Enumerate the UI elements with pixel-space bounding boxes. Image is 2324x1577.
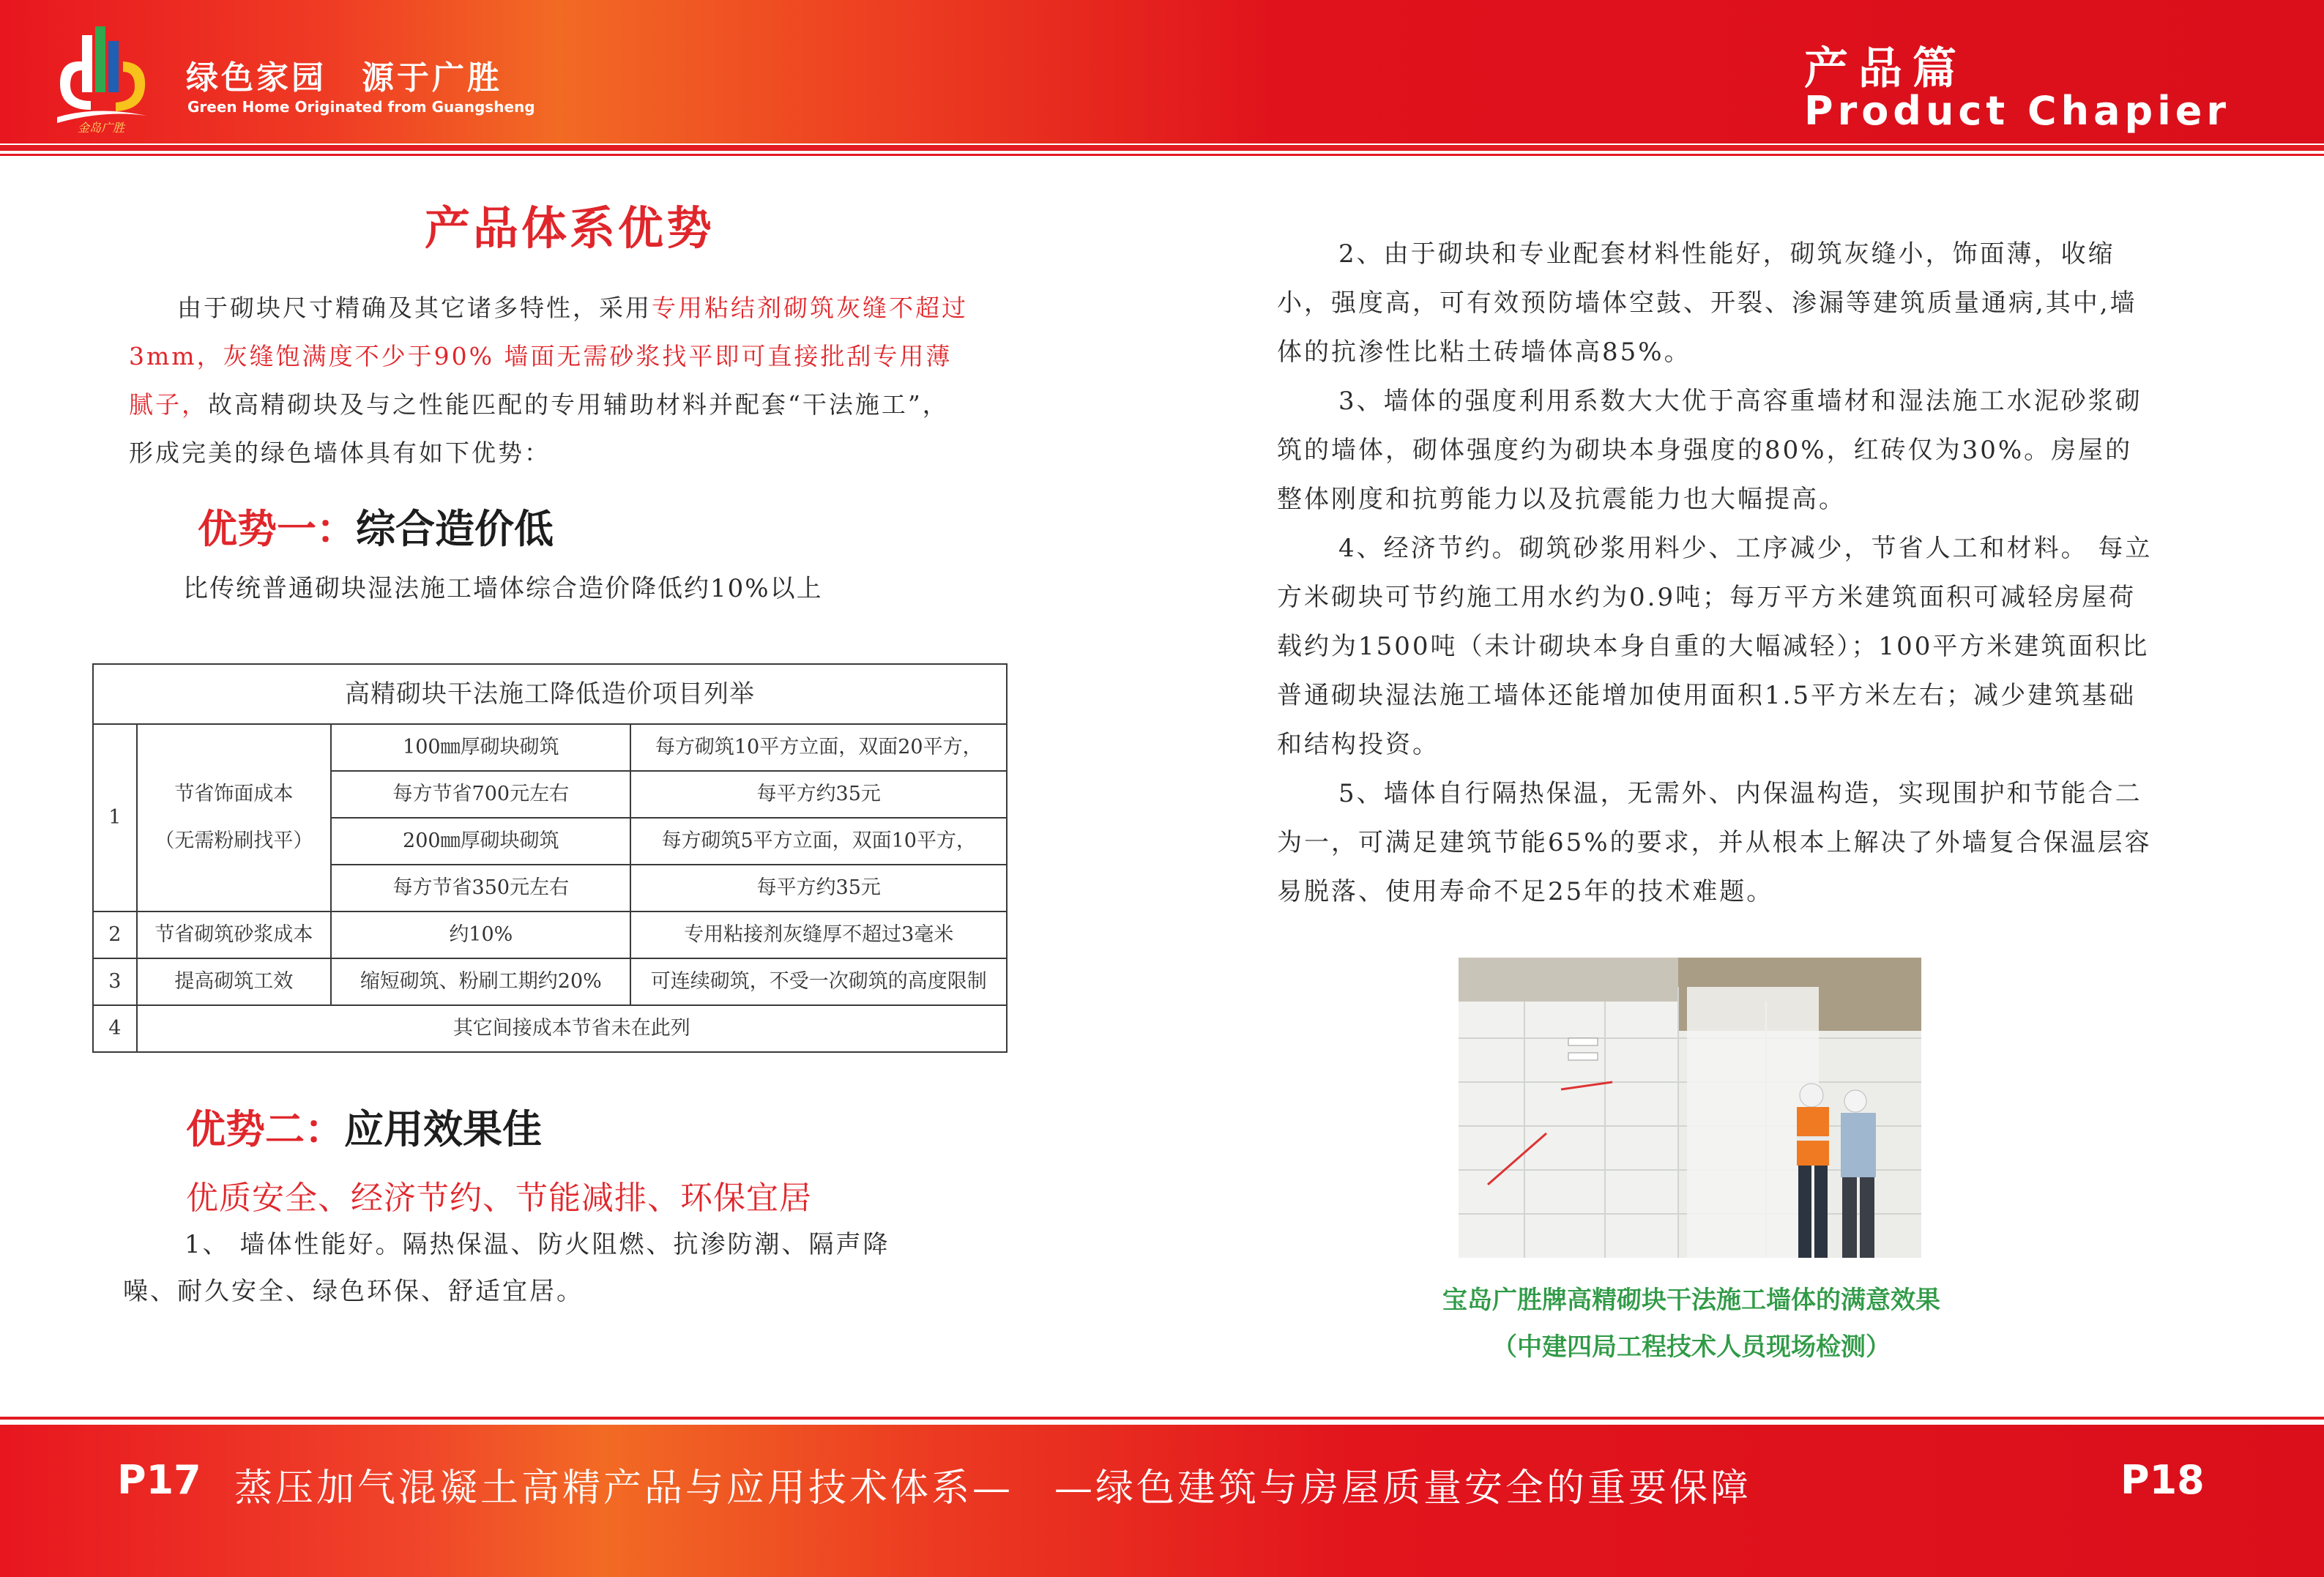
logo-text: 金岛广胜 xyxy=(77,121,125,135)
table-cell-item: 节省砌筑砂浆成本 xyxy=(137,911,332,958)
table-cell-item xyxy=(137,724,332,911)
header-divider-thin xyxy=(0,154,2324,156)
construction-site-photo xyxy=(1459,958,1921,1258)
paragraph-4: 4、经济节约。砌筑砂浆用料少、工序减少，节省人工和材料。 每立方米砌块可节约施工用水约为0.9吨；每万平方米建筑面积可减轻房屋荷载约为1500吨（未计砌块本身自重的大幅减轻）；100平方米建筑面积比普通砌块湿法施工墙体还能增加使用面积1.5平方米左右；减少建筑基础和结构投资。 xyxy=(1277,534,2153,759)
table-cell-no: 1 xyxy=(93,724,137,911)
table-cell-note: 每方砌筑5平方立面，双面10平方， xyxy=(630,818,1007,865)
table-cell-spec: 每方节省350元左右 xyxy=(331,865,630,911)
table-cell-spec: 200㎜厚砌块砌筑 xyxy=(331,818,630,865)
table-cell-spec: 缩短砌筑、粉刷工期约20% xyxy=(331,958,630,1005)
item-line: 节省饰面成本 xyxy=(174,783,294,805)
page-title: 产品体系优势 xyxy=(425,201,715,255)
table-cell-no: 3 xyxy=(93,958,137,1005)
paragraph-2: 2、由于砌块和专业配套材料性能好，砌筑灰缝小，饰面薄，收缩小，强度高，可有效预防墙体空鼓、开裂、渗漏等建筑质量通病,其中,墙体的抗渗性比粘土砖墙体高85%。 xyxy=(1277,239,2137,367)
table-cell-no: 4 xyxy=(93,1005,137,1052)
right-column-text xyxy=(1277,230,2156,917)
table-cell-note: 专用粘接剂灰缝厚不超过3毫米 xyxy=(630,911,1007,958)
table-cell-note: 每平方约35元 xyxy=(630,771,1007,818)
advantage-one-title: 综合造价低 xyxy=(356,506,554,552)
advantage-two-description: 1、 墙体性能好。隔热保温、防火阻燃、抗渗防潮、隔声降噪、耐久安全、绿色环保、舒适宜居。 xyxy=(123,1230,890,1306)
footer-title: 蒸压加气混凝土高精产品与应用技术体系— —绿色建筑与房屋质量安全的重要保障 xyxy=(234,1466,1752,1510)
footer-divider xyxy=(0,1417,2324,1420)
table-row xyxy=(93,1005,1007,1052)
photo-caption: 宝岛广胜牌高精砌块干法施工墙体的满意效果 xyxy=(1442,1286,1940,1315)
advantage-two-title: 应用效果佳 xyxy=(344,1106,542,1152)
table-row xyxy=(93,724,1007,771)
table-cell-note: 可连续砌筑，不受一次砌筑的高度限制 xyxy=(630,958,1007,1005)
intro-paragraph xyxy=(129,284,971,477)
photo-subcaption: （中建四局工程技术人员现场检测） xyxy=(1492,1332,1891,1362)
cost-saving-table xyxy=(92,663,1008,1053)
intro-text-highlight: 专用粘结剂砌筑灰缝不超过3mm，灰缝饱满度不少于90% 墙面无需砂浆找平即可直接批刮专用薄腻子， xyxy=(129,294,968,419)
advantage-one-heading xyxy=(198,498,554,554)
paragraph-3: 3、墙体的强度利用系数大大优于高容重墙材和湿法施工水泥砂浆砌筑的墙体，砌体强度约为砌块本身强度的80%，红砖仅为30%。房屋的整体刚度和抗剪能力以及抗震能力也大幅提高。 xyxy=(1277,387,2142,514)
table-row xyxy=(93,958,1007,1005)
table-cell-spec: 约10% xyxy=(331,911,630,958)
table-cell-no: 2 xyxy=(93,911,137,958)
company-logo xyxy=(53,25,151,135)
table-cell-spec: 100㎜厚砌块砌筑 xyxy=(331,724,630,771)
table-cell-item: 其它间接成本节省未在此列 xyxy=(137,1005,1007,1052)
header-divider xyxy=(0,145,2324,151)
table-cell-note: 每平方约35元 xyxy=(630,865,1007,911)
table-cell-spec: 每方节省700元左右 xyxy=(331,771,630,818)
slogan-chinese: 绿色家园 源于广胜 xyxy=(186,59,502,97)
page-number-left: P17 xyxy=(117,1457,201,1503)
table-cell-note: 每方砌筑10平方立面，双面20平方， xyxy=(630,724,1007,771)
advantage-two-heading xyxy=(186,1098,542,1155)
slogan-english: Green Home Originated from Guangsheng xyxy=(187,98,535,116)
chapter-title-english: Product Chapier xyxy=(1804,88,2230,134)
advantage-one-description: 比传统普通砌块湿法施工墙体综合造价降低约10%以上 xyxy=(183,574,823,603)
page-number-right: P18 xyxy=(2120,1457,2205,1503)
intro-text-3: 故高精砌块及与之性能匹配的专用辅助材料并配套“干法施工”，形成完美的绿色墙体具有如下优势： xyxy=(129,390,949,467)
table-caption: 高精砌块干法施工降低造价项目列举 xyxy=(93,664,1007,724)
advantage-two-subtitle: 优质安全、经济节约、节能减排、环保宜居 xyxy=(186,1179,812,1217)
intro-text-1: 由于砌块尺寸精确及其它诸多特性，采用 xyxy=(177,294,652,322)
paragraph-5: 5、墙体自行隔热保温，无需外、内保温构造，实现围护和节能合二为一，可满足建筑节能65%的要求，并从根本上解决了外墙复合保温层容易脱落、使用寿命不足25年的技术难题。 xyxy=(1277,779,2152,906)
table-cell-item: 提高砌筑工效 xyxy=(137,958,332,1005)
chapter-title-chinese: 产品篇 xyxy=(1804,43,1967,94)
item-line: （无需粉刷找平） xyxy=(154,829,313,852)
advantage-two-label: 优势二： xyxy=(186,1106,344,1152)
advantage-one-label: 优势一： xyxy=(198,506,356,552)
table-row xyxy=(93,911,1007,958)
